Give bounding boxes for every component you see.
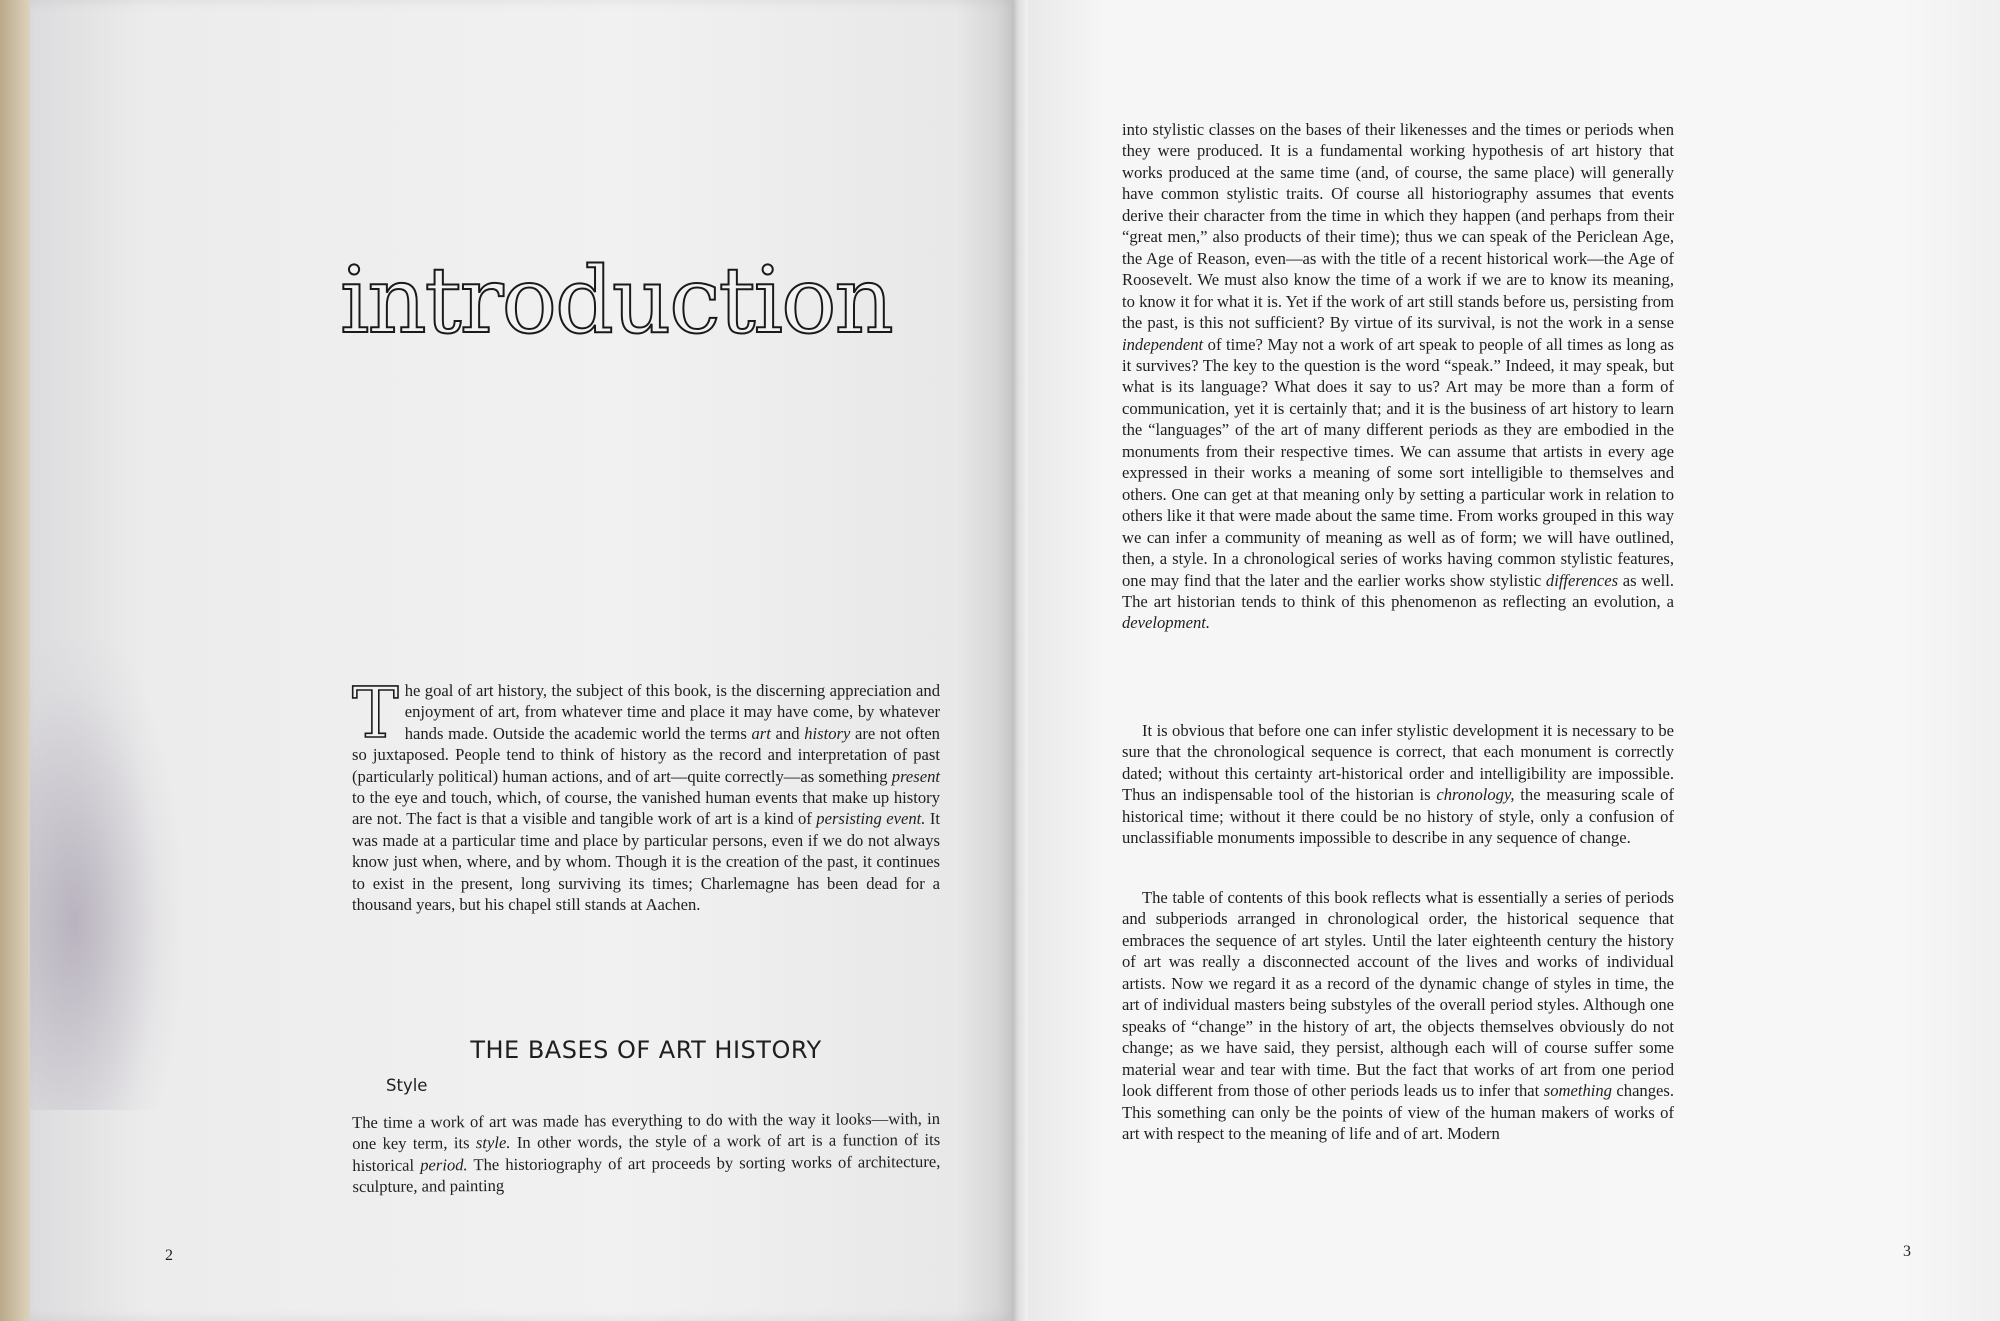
text-run: into stylistic classes on the bases of their likenesses and the times or periods when they were produced. It is a fundamental working hypothesis of art history that works produced at the same time (and, of course, the same place) will generally have common stylistic traits. Of course all historiography assumes that events derive their character from the time in which they happen (and perhaps from their “great men,” also products of their time); thus we can speak of the Periclean Age, the Age of Reason, even—as with the title of a recent historical work—the Age of Roosevelt. We must also know the time of a work if we are to know its meaning, to know it for what it is. Yet if the work of art still stands before us, persisting from the past, is this not sufficient? By virtue of its survival, is not the work in a sense: [1122, 120, 1674, 333]
italic-term: independent: [1122, 334, 1204, 354]
text-run: the measuring scale of historical time; without it there could be no history of style, only a confusion of unclassifiable monuments impossible to describe in any sequence of change.: [1122, 785, 1674, 848]
italic-term: art: [751, 723, 771, 743]
italic-term: history: [804, 723, 851, 743]
section-heading: THE BASES OF ART HISTORY: [470, 1036, 822, 1064]
text-run: changes. This something can only be the points of view of the human makers of works of art with respect to the meaning of life and of art. Modern: [1122, 1081, 1674, 1143]
page-number-left: 2: [165, 1247, 173, 1264]
text-run: he goal of art history, the subject of this book, is the discerning appreciation and enjoyment of art, from whatever time and place it may have come, by whatever hands made. Outside the academic world the terms: [404, 681, 940, 743]
drop-cap: T: [352, 672, 399, 754]
right-paragraph-2: [1122, 720, 1674, 849]
text-run: of time? May not a work of art speak to people of all times as long as it survives? The key to the question is the word “speak.” Indeed, it may speak, but what is its language? What does it say to us? Art may be more than a form of communication, yet it is certainly that; and it is the business of art history to learn the “languages” of the art of many different periods as they are embodied in the monuments from their respective times. We can assume that artists in every age expressed in their works a meaning of some sort intelligible to themselves and others. One can get at that meaning only by setting a particular work in relation to others like it that were made about the same time. From works grouped in this way we can infer a community of meaning as well as of form; we will have outlined, then, a style. In a chronological series of works having common stylistic features, one may find that the later and the earlier works show stylistic: [1122, 334, 1674, 590]
page-number-right: 3: [1903, 1243, 1911, 1260]
text-run: The historiography of art proceeds by sorting works of architecture, sculpture, and painting: [352, 1151, 941, 1197]
opening-paragraph: [352, 672, 940, 915]
text-run: It was made at a particular time and place by particular persons, even if we do not always know just when, where, and by whom. Though it is the creation of the past, it continues to exist in the present, long surviving its times; Charlemagne has been dead for a thousand years, but his chapel still stands at Aachen.: [352, 809, 940, 915]
italic-term: persisting event.: [816, 809, 926, 829]
text-run: to the eye and touch, which, of course, the vanished human events that make up history are not. The fact is that a visible and tangible work of art is a kind of: [352, 788, 940, 829]
text-run: The time a work of art was made has everything to do with the way it looks—with, in one key term, its: [352, 1108, 941, 1154]
text-run: It is obvious that before one can infer stylistic development it is necessary to be sure that the chronological sequence is correct, that each monument is correctly dated; without this certainty art-historical order and intelligibility are impossible. Thus an indispensable tool of the historian is: [1122, 721, 1674, 805]
right-paragraph-3: [1122, 887, 1674, 1144]
italic-term: differences: [1545, 570, 1619, 590]
text-run: are not often so juxtaposed. People tend to think of history as the record and interpretation of past (particularly political) human actions, and of art—quite correctly—as something: [352, 723, 940, 786]
style-paragraph: [352, 1108, 941, 1198]
subheading-style: Style: [386, 1076, 428, 1095]
text-run: as well. The art historian tends to think of this phenomenon as reflecting an evolution, a: [1122, 570, 1674, 611]
chapter-title: introduction: [340, 247, 892, 354]
text-run: In other words, the style of a work of art is a function of its historical: [352, 1130, 941, 1175]
text-run: The table of contents of this book reflects what is essentially a series of periods and subperiods arranged in chronological order, the historical sequence that embraces the sequence of art styles. Until the later eighteenth century the history of art was really a disconnected account of the lives and works of individual artists. Now we regard it as a record of the dynamic change of styles in time, the art of individual masters being substyles of the overall period styles. Although one speaks of “change” in the history of art, the objects themselves obviously do not change; as we have said, they persist, although each will of course suffer some material wear and tear with time. But the fact that works of art from one period look different from those of other periods leads us to infer that: [1122, 888, 1674, 1101]
italic-term: period.: [420, 1155, 468, 1175]
right-paragraph-1: [1122, 119, 1674, 634]
italic-term: present: [891, 766, 940, 786]
italic-term: style.: [475, 1133, 511, 1153]
italic-term: chronology,: [1436, 785, 1515, 805]
italic-term: development.: [1122, 613, 1211, 633]
italic-term: something: [1543, 1081, 1612, 1101]
text-run: and: [770, 723, 805, 743]
